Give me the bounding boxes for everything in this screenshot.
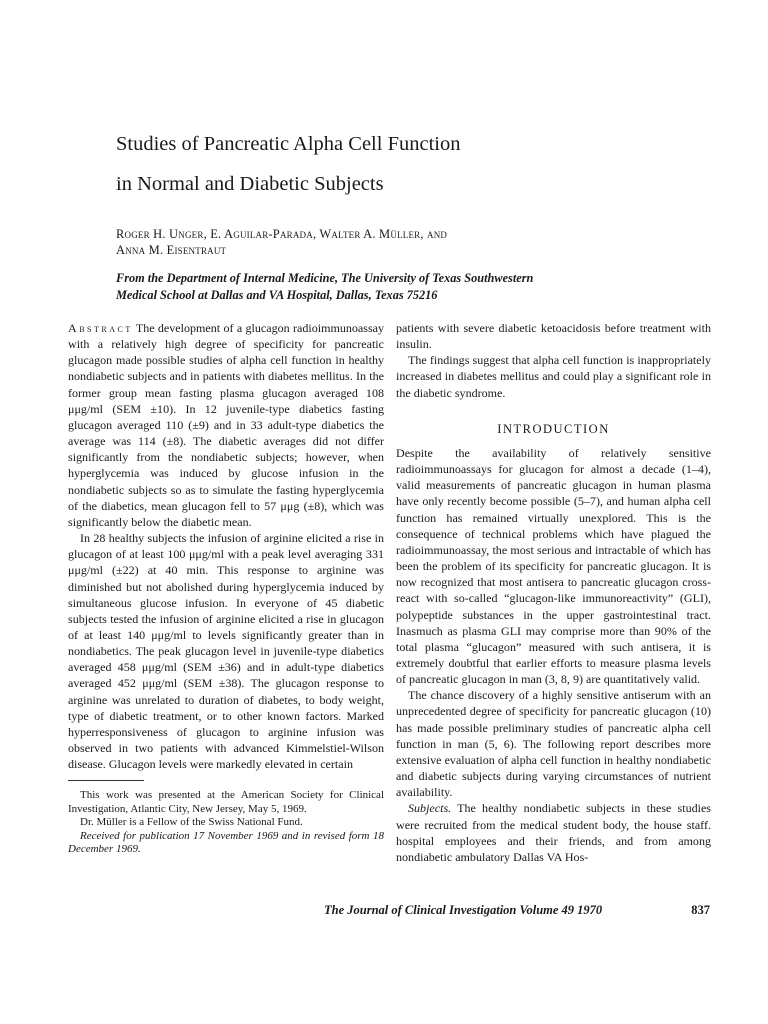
paper-title — [116, 124, 676, 204]
subjects-paragraph — [396, 800, 711, 865]
left-column — [68, 320, 384, 857]
author-list — [116, 226, 676, 258]
title-line-2: in Normal and Diabetic Subjects — [116, 173, 384, 195]
subjects-label: Subjects. — [408, 801, 452, 816]
affiliation: From the Department of Internal Medicine, The University of Texas Southwestern Medical School at Dallas and VA Hospital, Dallas, Texas 75216 — [116, 271, 534, 302]
page-number: 837 — [691, 903, 710, 917]
abstract-conclusion: The findings suggest that alpha cell function is inappropriately increased in diabetes mellitus and could play a significant role in the diabetic syndrome. — [396, 353, 711, 400]
introduction-paragraph-1: Despite the availability of relatively sensitive radioimmunoassays for glucagon for almost a decade (1–4), valid measurements of pancreatic glucagon in human plasma have only recently become possible (5–7), and human alpha cell function has remained virtually unexplored. This is the consequence of technical problems which have plagued the radioimmunoassay, the most serious and intractable of which has been the problem of its specificity for pancreatic glucagon. It is now recognized that most antisera to pancreatic glucagon cross-react with so-called “glucagon-like immunoreactivity” (GLI), polypeptide substances in the upper gastrointestinal tract. Inasmuch as plasma GLI may comprise more than 90% of the total plasma “glucagon” measured with such antisera, it is extremely doubtful that earlier efforts to measure plasma levels of pancreatic glucagon in man (3, 8, 9) are quantitatively valid. — [396, 445, 711, 687]
abstract-label: Abstract — [68, 321, 133, 335]
page-footer — [324, 903, 710, 918]
footnote-received: Received for publication 17 November 1969 and in revised form 18 December 1969. — [68, 829, 384, 856]
abstract-text-1: The development of a glucagon radioimmunoassay with a relatively high degree of specificity for pancreatic glucagon made possible studies of alpha cell function in healthy nondiabetic subjects and in patients with diabetes mellitus. In the former group mean fasting plasma glucagon averaged 108 μμg/ml (SEM ±10). In 12 juvenile-type diabetics fasting glucagon averaged 110 (±9) and in 33 adult-type diabetics the average was 114 (±8). The diabetic averages did not differ significantly from the nondiabetic subjects; however, when hyperglycemia was induced by glucose infusion in the nondiabetic subjects so as to simulate the fasting hyperglycemia of the diabetics, mean glucagon fell to 57 μμg (±8), which was significantly below the diabetic mean. — [68, 321, 385, 529]
introduction-paragraph-2: The chance discovery of a highly sensitive antiserum with an unprecedented degree of specificity for pancreatic glucagon (10) has made possible preliminary studies of pancreatic alpha cell function in man (5, 6). The following report describes more extensive evaluation of alpha cell function in healthy nondiabetic and diabetic subjects during varying circumstances of nutrient availability. — [396, 688, 711, 800]
journal-citation: The Journal of Clinical Investigation Volume 49 1970 — [324, 903, 603, 917]
subjects-text: The healthy nondiabetic subjects in these studies were recruited from the medical student body, the house staff. hospital employees and their friends, and from among nondiabetic ambulatory Dallas VA Hos- — [396, 801, 712, 864]
authors-line-1: Roger H. Unger, E. Aguilar-Parada, Walter A. Müller, and — [116, 227, 448, 241]
abstract-continuation: patients with severe diabetic ketoacidosis before treatment with insulin. — [396, 321, 711, 352]
title-block — [116, 124, 676, 304]
footnote-fellowship: Dr. Müller is a Fellow of the Swiss National Fund. — [80, 816, 303, 829]
abstract-paragraph-2: In 28 healthy subjects the infusion of arginine elicited a rise in glucagon of at least 100 μμg/ml with a peak level averaging 331 μμg/ml (±22) at 40 min. This response to arginine was diminished but not abolished during hyperglycemia induced by simultaneous glucose infusion. In everyone of 45 diabetic subjects tested the infusion of arginine elicited a rise in glucagon of at least 140 μμg/ml to levels significantly greater than in nondiabetics. The peak glucagon level in juvenile-type diabetics averaged 458 μμg/ml (SEM ±36) and in adult-type diabetics averaged 452 μμg/ml (SEM ±38). The glucagon response to arginine was unrelated to duration of diabetes, to body weight, type of diabetic treatment, or to other known factors. Marked hyperresponsiveness of glucagon to arginine infusion was observed in two patients with advanced Kimmelstiel-Wilson disease. Glucagon levels were markedly elevated in certain — [68, 531, 384, 772]
authors-line-2: Anna M. Eisentraut — [116, 243, 227, 257]
footnote-rule — [68, 780, 144, 781]
footnote-presentation: This work was presented at the American Society for Clinical Investigation, Atlantic City, New Jersey, May 5, 1969. — [68, 789, 384, 815]
title-line-1: Studies of Pancreatic Alpha Cell Function — [116, 133, 461, 155]
introduction-heading: INTRODUCTION — [497, 421, 610, 436]
right-column — [396, 320, 711, 865]
abstract-paragraph-1 — [68, 320, 384, 530]
footnotes — [68, 789, 384, 857]
